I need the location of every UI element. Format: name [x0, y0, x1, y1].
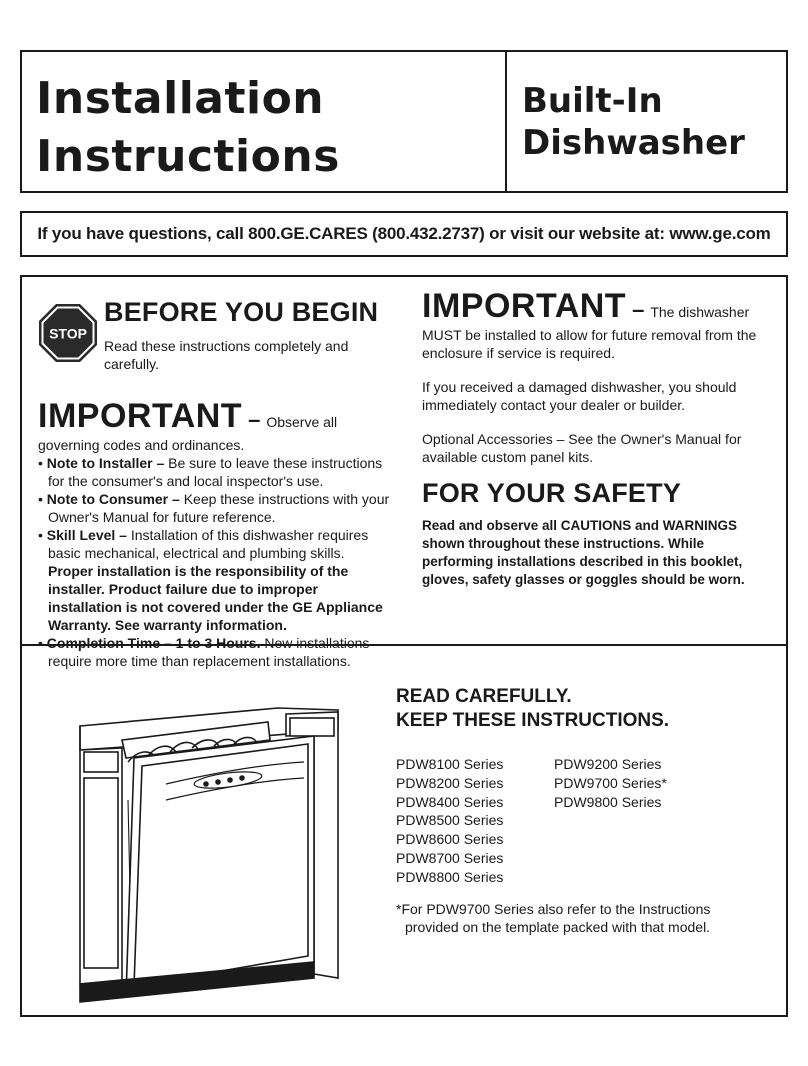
- footnote: [396, 900, 766, 936]
- important-bullets: [38, 454, 390, 562]
- important-left-line2: governing codes and ordinances.: [38, 437, 245, 453]
- read-carefully-line2: KEEP THESE INSTRUCTIONS.: [396, 710, 670, 731]
- completion-list: [38, 634, 390, 670]
- optional-accessories: Optional Accessories – See the Owner's Manual for available custom panel kits.: [422, 431, 742, 465]
- important-tail: The dishwasher: [650, 304, 750, 320]
- important-tail: Observe all: [266, 414, 338, 430]
- bullet-label: Note to Installer –: [46, 455, 165, 471]
- title-box: [20, 50, 788, 193]
- safety-text: Read and observe all CAUTIONS and WARNINGS shown throughout these instructions. While performing installations described in this booklet, gloves, safety glasses or goggles should be worn.: [422, 518, 745, 587]
- list-item: PDW9200 Series: [554, 756, 662, 772]
- important-dash: –: [248, 407, 261, 432]
- important-word: IMPORTANT: [38, 397, 243, 435]
- list-item: • Completion Time – 1 to 3 Hours. New installations require more time than replacement installations.: [38, 635, 370, 669]
- important-left-section: [38, 397, 390, 670]
- important-right-text: MUST be installed to allow for future removal from the enclosure if service is required.: [422, 327, 757, 361]
- title-line-2: Instructions: [36, 131, 340, 182]
- before-you-begin-text: Read these instructions completely and carefully.: [104, 338, 349, 372]
- list-item: PDW9700 Series*: [554, 774, 667, 791]
- list-item: PDW8700 Series: [396, 849, 504, 866]
- important-word: IMPORTANT: [422, 287, 627, 325]
- list-item: PDW8600 Series: [396, 831, 504, 848]
- series-column-2: [554, 755, 667, 811]
- footnote-line2: provided on the template packed with that model.: [405, 919, 711, 935]
- list-item: PDW8200 Series: [396, 774, 504, 791]
- list-item: • Note to Consumer – Keep these instructions with your Owner's Manual for future reference.: [38, 491, 390, 525]
- safety-title: FOR YOUR SAFETY: [422, 478, 682, 508]
- important-right-heading: [422, 287, 777, 326]
- completion-text: New installations require more time than replacement installations.: [48, 635, 370, 669]
- footnote-line1: *For PDW9700 Series also refer to the Instructions: [396, 901, 711, 917]
- list-item: PDW8800 Series: [396, 868, 504, 885]
- product-line-1: Built-In: [522, 81, 663, 121]
- contact-bar: If you have questions, call 800.GE.CARES (800.432.2737) or visit our website at: www.ge.com: [20, 211, 788, 257]
- warranty-note: Proper installation is the responsibility of the installer. Product failure due to improper installation is not covered under the GE Appliance Warranty. See warranty information.: [48, 563, 383, 633]
- list-item: PDW9800 Series: [554, 793, 662, 810]
- product-line-2: Dishwasher: [522, 123, 745, 163]
- stop-sign-icon: [38, 303, 98, 363]
- list-item: • Note to Installer – Be sure to leave these instructions for the consumer's and local inspector's use.: [38, 455, 383, 489]
- read-carefully-block: [396, 685, 669, 733]
- document-title: [22, 52, 507, 191]
- section-divider: [22, 644, 786, 646]
- product-name: [507, 52, 786, 191]
- stop-label: STOP: [49, 325, 87, 342]
- damaged-notice: If you received a damaged dishwasher, you should immediately contact your dealer or builder.: [422, 379, 737, 413]
- list-item: • Skill Level – Installation of this dishwasher requires basic mechanical, electrical and plumbing skills.: [38, 527, 369, 561]
- list-item: PDW8500 Series: [396, 812, 504, 829]
- completion-label: Completion Time – 1 to 3 Hours.: [46, 635, 261, 651]
- before-you-begin-title: BEFORE YOU BEGIN: [104, 297, 379, 327]
- read-carefully-line1: READ CAREFULLY.: [396, 686, 572, 707]
- bullet-label: Note to Consumer –: [46, 491, 180, 507]
- right-column: [422, 285, 777, 589]
- bullet-text: Installation of this dishwasher requires basic mechanical, electrical and plumbing skills.: [48, 527, 369, 561]
- bullet-text: Be sure to leave these instructions for the consumer's and local inspector's use.: [48, 455, 383, 489]
- title-line-1: Installation: [36, 73, 325, 124]
- list-item: PDW8100 Series: [396, 756, 504, 772]
- dishwasher-illustration: [78, 700, 374, 1016]
- important-left-heading: [38, 397, 390, 436]
- series-column-1: [396, 755, 503, 887]
- list-item: PDW8400 Series: [396, 793, 504, 810]
- bullet-label: Skill Level –: [46, 527, 127, 543]
- bullet-text: Keep these instructions with your Owner's Manual for future reference.: [48, 491, 390, 525]
- important-dash: –: [632, 297, 645, 322]
